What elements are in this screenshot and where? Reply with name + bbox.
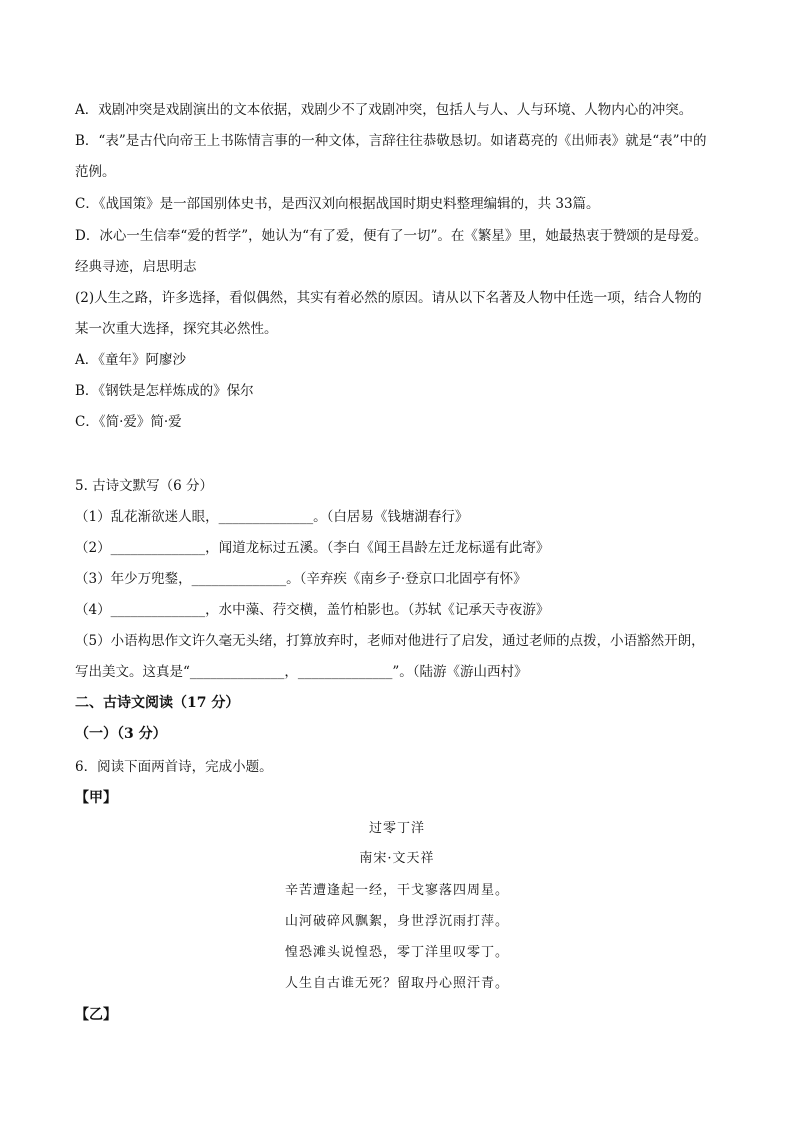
option-a-drama: A．戏剧冲突是戏剧演出的文本依据，戏剧少不了戏剧冲突，包括人与人、人与环境、人物内心的冲突。	[75, 102, 693, 118]
choice-c-jianai: C．《简·爱》简·爱	[75, 414, 182, 430]
poem-verse: 辛苦遭逢起一经，干戈寥落四周星。	[284, 883, 509, 898]
poem-verse: 人生自古谁无死？留取丹心照汗青。	[284, 976, 509, 991]
recite-item-1: （1）乱花渐欲迷人眼，______________。（白居易《钱塘湖春行》	[75, 509, 469, 525]
jia-marker: 【甲】	[75, 790, 117, 806]
recite-item-5-line2: 写出美文。这真是“______________，______________”。（陆游《游山西村》	[75, 664, 528, 680]
option-d-bingxin: D．冰心一生信奉“爱的哲学”，她认为“有了爱，便有了一切”。在《繁星》里，她最热衷于赞颂的是母爱。	[75, 228, 708, 244]
poem-verse: 惶恐滩头说惶恐，零丁洋里叹零丁。	[284, 945, 509, 960]
recite-item-4: （4）______________，水中藻、荇交横，盖竹柏影也。（苏轼《记承天寺夜游》	[75, 602, 550, 618]
option-c-zhanguoce: C．《战国策》是一部国别体史书，是西汉刘向根据战国时期史料整理编辑的，共 33篇。	[75, 196, 600, 212]
question-2-line1: (2)人生之路，许多选择，看似偶然，其实有着必然的原因。请从以下名著及人物中任选一项，结合人物的	[75, 290, 702, 306]
poem-verse: 山河破碎风飘絮，身世浮沉雨打萍。	[284, 914, 509, 929]
section-two-heading: 二、古诗文阅读（17 分）	[75, 695, 240, 711]
recite-item-2: （2）______________，闻道龙标过五溪。（李白《闻王昌龄左迁龙标遥有此寄》	[75, 540, 550, 556]
recite-item-3: （3）年少万兜鍪，______________。（辛弃疾《南乡子·登京口北固亭有怀》	[75, 571, 527, 587]
part-one-heading: （一）（3 分）	[75, 726, 167, 742]
recite-item-5-line1: （5）小语构思作文许久毫无头绪，打算放弃时，老师对他进行了启发，通过老师的点拨，小语豁然开朗，	[75, 633, 705, 649]
choice-b-gangtie: B．《钢铁是怎样炼成的》保尔	[75, 383, 254, 399]
yi-marker: 【乙】	[75, 1007, 117, 1023]
question-6-prompt: 6．阅读下面两首诗，完成小题。	[75, 759, 273, 775]
option-b-biao-line2: 范例。	[75, 164, 116, 180]
question-5-title: 5. 古诗文默写（6 分）	[75, 478, 214, 494]
poem-author: 南宋·文天祥	[359, 851, 435, 866]
poem-title: 过零丁洋	[368, 821, 425, 836]
section-subtitle: 经典寻迹，启思明志	[75, 259, 197, 275]
option-b-biao-line1: B．“表”是古代向帝王上书陈情言事的一种文体，言辞往往恭敬恳切。如诸葛亮的《出师表》就是“表”中的	[75, 133, 707, 149]
choice-a-tongnian: A．《童年》阿廖沙	[75, 352, 186, 368]
question-2-line2: 某一次重大选择，探究其必然性。	[75, 321, 278, 337]
